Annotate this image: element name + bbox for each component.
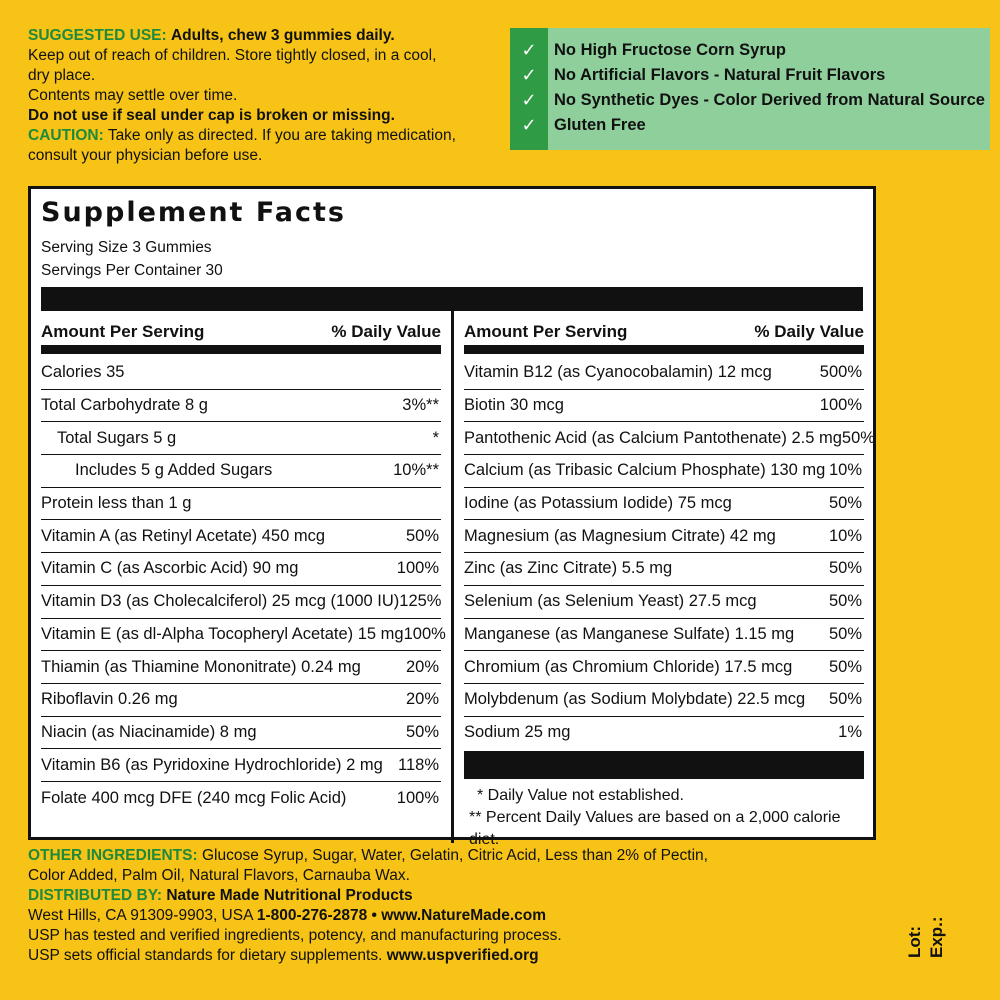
left-header-rule <box>41 345 441 354</box>
usp-line-2: USP sets official standards for dietary supplements. <box>28 947 383 964</box>
nutrient-dv: 50% <box>405 722 439 741</box>
nutrient-dv: 50% <box>828 690 862 709</box>
nutrient-row <box>41 717 441 750</box>
claim-row <box>510 113 646 138</box>
nutrient-row <box>41 782 441 815</box>
nutrient-name: Sodium 25 mg <box>464 723 571 742</box>
nutrient-dv: 50% <box>828 624 862 643</box>
ingredients-line-1: Glucose Syrup, Sugar, Water, Gelatin, Citric Acid, Less than 2% of Pectin, <box>201 847 708 864</box>
nutrient-row <box>464 619 864 652</box>
nutrient-row <box>464 390 864 423</box>
check-icon: ✓ <box>521 65 537 85</box>
footnote-daily-value: * Daily Value not established. <box>477 787 684 804</box>
nutrient-dv: 50% <box>828 494 862 513</box>
amount-header: Amount Per Serving <box>464 322 628 341</box>
nutrient-row <box>464 651 864 684</box>
exp-label: Exp.: <box>927 916 946 958</box>
thick-divider <box>41 287 863 311</box>
nutrient-name: Calories 35 <box>41 363 125 382</box>
settle-text: Contents may settle over time. <box>28 87 238 104</box>
nutrient-dv: 50% <box>828 592 862 611</box>
other-ingredients-label: OTHER INGREDIENTS: <box>28 847 198 864</box>
right-footer-bar <box>464 751 864 779</box>
lot-label: Lot: <box>905 925 924 958</box>
claim-text: No High Fructose Corn Syrup <box>554 41 786 59</box>
nutrient-name: Folate 400 mcg DFE (240 mcg Folic Acid) <box>41 788 347 807</box>
nutrient-dv: 50% <box>828 657 862 676</box>
nutrient-dv: 50% <box>405 526 439 545</box>
claim-text: No Artificial Flavors - Natural Fruit Flavors <box>554 66 886 84</box>
company-name: Nature Made Nutritional Products <box>166 887 413 904</box>
nutrient-row <box>464 455 864 488</box>
nutrient-row <box>464 684 864 717</box>
amount-header: Amount Per Serving <box>41 322 205 341</box>
nutrient-row <box>41 455 441 488</box>
nutrient-row <box>41 422 441 455</box>
caution-label: CAUTION: <box>28 127 104 144</box>
claim-text: No Synthetic Dyes - Color Derived from Natural Source <box>554 91 985 109</box>
nutrient-name: Includes 5 g Added Sugars <box>75 461 273 480</box>
dv-header: % Daily Value <box>331 322 441 341</box>
usp-line-1: USP has tested and verified ingredients, potency, and manufacturing process. <box>28 927 562 944</box>
check-icon: ✓ <box>521 40 537 60</box>
nutrient-name: Vitamin B12 (as Cyanocobalamin) 12 mcg <box>464 363 772 382</box>
address: West Hills, CA 91309-9903, USA <box>28 907 253 924</box>
nutrient-name: Protein less than 1 g <box>41 494 192 513</box>
caution-line-2: consult your physician before use. <box>28 147 263 164</box>
nutrient-dv: 20% <box>405 690 439 709</box>
claim-row <box>510 38 786 63</box>
nutrient-name: Iodine (as Potassium Iodide) 75 mcg <box>464 494 732 513</box>
nutrient-dv: 100% <box>396 559 439 578</box>
nutrient-row <box>41 357 441 390</box>
supplement-facts-panel <box>28 186 876 848</box>
serving-size: Serving Size 3 Gummies <box>41 239 212 256</box>
right-column-header <box>464 319 864 345</box>
nutrient-row <box>464 357 864 390</box>
nutrient-name: Thiamin (as Thiamine Mononitrate) 0.24 mg <box>41 657 361 676</box>
nutrient-dv: 118% <box>398 755 439 774</box>
phone-web: 1-800-276-2878 • www.NatureMade.com <box>256 907 547 924</box>
nutrient-name: Vitamin E (as dl-Alpha Tocopheryl Acetate) 15 mg <box>41 624 404 643</box>
nutrient-dv: 20% <box>405 657 439 676</box>
nutrient-row <box>41 520 441 553</box>
nutrient-dv: 10% <box>828 526 862 545</box>
suggested-use-block <box>28 26 508 166</box>
ingredients-line-2: Color Added, Palm Oil, Natural Flavors, Carnauba Wax. <box>28 867 410 884</box>
claim-row <box>510 63 885 88</box>
left-nutrient-list <box>41 357 446 815</box>
nutrient-dv: 100% <box>819 396 862 415</box>
nutrient-dv: * <box>432 428 439 447</box>
nutrient-row <box>41 749 441 782</box>
nutrient-row <box>464 586 864 619</box>
nutrient-row <box>41 684 441 717</box>
nutrient-name: Selenium (as Selenium Yeast) 27.5 mcg <box>464 592 757 611</box>
dosage-text: Adults, chew 3 gummies daily. <box>170 27 395 44</box>
nutrient-name: Molybdenum (as Sodium Molybdate) 22.5 mcg <box>464 690 806 709</box>
check-icon: ✓ <box>521 90 537 110</box>
claims-box <box>510 28 990 150</box>
nutrient-row <box>41 586 441 619</box>
nutrient-dv: 100% <box>403 624 446 643</box>
nutrient-name: Manganese (as Manganese Sulfate) 1.15 mg <box>464 624 795 643</box>
nutrient-row <box>41 390 441 423</box>
nutrient-name: Vitamin C (as Ascorbic Acid) 90 mg <box>41 559 299 578</box>
right-nutrient-list <box>464 357 875 749</box>
nutrient-name: Riboflavin 0.26 mg <box>41 690 178 709</box>
footnote-calorie-diet: ** Percent Daily Values are based on a 2,000 calorie diet. <box>469 809 841 848</box>
nutrient-dv: 1% <box>838 723 862 742</box>
lot-exp-labels <box>904 916 948 958</box>
nutrient-row <box>464 553 864 586</box>
nutrient-row <box>41 488 441 521</box>
nutrient-dv: 100% <box>396 788 439 807</box>
nutrient-dv: 50% <box>841 428 875 447</box>
storage-line-1: Keep out of reach of children. Store tightly closed, in a cool, <box>28 47 437 64</box>
nutrient-name: Total Sugars 5 g <box>57 428 177 447</box>
nutrient-row <box>41 553 441 586</box>
nutrient-name: Total Carbohydrate 8 g <box>41 396 208 415</box>
distributed-by-label: DISTRIBUTED BY: <box>28 887 163 904</box>
nutrient-name: Magnesium (as Magnesium Citrate) 42 mg <box>464 526 776 545</box>
ingredients-distribution-block <box>28 846 848 966</box>
right-header-rule <box>464 345 864 354</box>
suggested-use-label: SUGGESTED USE: <box>28 27 167 44</box>
nutrient-dv: 10% <box>828 461 862 480</box>
servings-per-container: Servings Per Container 30 <box>41 262 223 279</box>
seal-warning: Do not use if seal under cap is broken or missing. <box>28 107 395 124</box>
footnotes <box>469 785 873 851</box>
nutrient-row <box>41 651 441 684</box>
nutrient-name: Chromium (as Chromium Chloride) 17.5 mcg <box>464 657 793 676</box>
nutrient-row <box>464 488 864 521</box>
nutrient-name: Calcium (as Tribasic Calcium Phosphate) 130 mg <box>464 461 826 480</box>
storage-line-2: dry place. <box>28 67 96 84</box>
usp-link: www.uspverified.org <box>386 947 539 964</box>
claim-row <box>510 88 985 113</box>
nutrient-dv: 50% <box>828 559 862 578</box>
nutrient-name: Niacin (as Niacinamide) 8 mg <box>41 722 257 741</box>
nutrient-name: Pantothenic Acid (as Calcium Pantothenate) 2.5 mg <box>464 428 842 447</box>
nutrient-row <box>464 422 875 455</box>
nutrient-name: Biotin 30 mcg <box>464 396 564 415</box>
nutrient-row <box>41 619 446 652</box>
nutrient-name: Vitamin A (as Retinyl Acetate) 450 mcg <box>41 526 326 545</box>
nutrient-dv: 125% <box>399 592 442 611</box>
nutrient-name: Vitamin B6 (as Pyridoxine Hydrochloride) 2 mg <box>41 755 383 774</box>
caution-line-1: Take only as directed. If you are taking medication, <box>107 127 456 144</box>
column-divider <box>451 311 454 843</box>
supplement-facts-title: Supplement Facts <box>41 197 346 228</box>
nutrient-dv: 500% <box>819 363 862 382</box>
nutrient-name: Vitamin D3 (as Cholecalciferol) 25 mcg (1000 IU) <box>41 592 400 611</box>
dv-header: % Daily Value <box>754 322 864 341</box>
left-column-header <box>41 319 441 345</box>
nutrient-dv: 10%** <box>393 461 439 480</box>
nutrient-dv: 3%** <box>402 396 439 415</box>
nutrient-row <box>464 520 864 553</box>
nutrient-name: Zinc (as Zinc Citrate) 5.5 mg <box>464 559 673 578</box>
claim-text: Gluten Free <box>554 116 646 134</box>
nutrient-row <box>464 717 864 750</box>
check-icon: ✓ <box>521 115 537 135</box>
